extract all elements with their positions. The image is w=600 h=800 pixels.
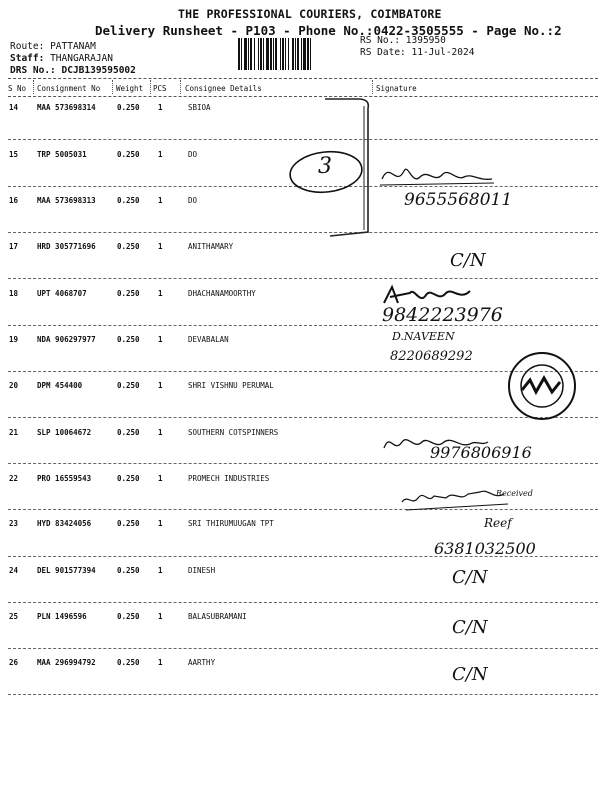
row-weight: 0.250 [117, 289, 140, 298]
company-stamp [506, 350, 578, 422]
row-pcs: 1 [158, 335, 163, 344]
cn-mark-row-24: C/N [452, 567, 488, 588]
row-weight: 0.250 [117, 428, 140, 437]
row-consignee: PROMECH INDUSTRIES [188, 474, 270, 483]
staff-value: THANGARAJAN [50, 53, 113, 64]
row-pcs: 1 [158, 658, 163, 667]
row-weight: 0.250 [117, 612, 140, 621]
row-pcs: 1 [158, 103, 163, 112]
route-value: PATTANAM [50, 41, 96, 52]
phone-row-19: 8220689292 [390, 349, 473, 364]
row-pcs: 1 [158, 381, 163, 390]
row-consignment: PRO 16559543 [37, 474, 92, 483]
row-weight: 0.250 [117, 519, 140, 528]
row-pcs: 1 [158, 242, 163, 251]
row-consignee: DINESH [188, 566, 216, 575]
col-header-signature: Signature [376, 84, 417, 93]
staff-label: Staff: [10, 53, 45, 64]
row-sno: 24 [9, 566, 19, 575]
row-sno: 14 [9, 103, 19, 112]
row-consignee: SOUTHERN COTSPINNERS [188, 428, 279, 437]
runsheet-title: Delivery Runsheet - P103 - Phone No.:0422-3505555 - Page No.:2 [95, 23, 562, 38]
route-line [10, 41, 96, 52]
phone-row-18: 9842223976 [382, 304, 503, 326]
row-consignment: HRD 305771696 [37, 242, 96, 251]
col-header-consignee: Consignee Details [185, 84, 262, 93]
col-divider [180, 80, 181, 94]
row-pcs: 1 [158, 566, 163, 575]
row-sno: 21 [9, 428, 19, 437]
row-consignment: DEL 901577394 [37, 566, 96, 575]
phone-row-16: 9655568011 [404, 190, 513, 210]
row-pcs: 1 [158, 428, 163, 437]
row-weight: 0.250 [117, 150, 140, 159]
row-pcs: 1 [158, 474, 163, 483]
col-header-weight: Weight [116, 84, 144, 93]
row-consignee: DO [188, 196, 198, 205]
row-weight: 0.250 [117, 196, 140, 205]
signature-row-22 [398, 480, 528, 516]
row-consignee: AARTHY [188, 658, 216, 667]
barcode [237, 38, 355, 70]
row-sno: 15 [9, 150, 19, 159]
header-top-rule [8, 78, 598, 79]
cn-mark-row-26: C/N [452, 664, 488, 685]
row-consignee: SHRI VISHNU PERUMAL [188, 381, 274, 390]
rs-no-label: RS No.: [360, 35, 401, 46]
name-row-19: D.NAVEEN [392, 330, 455, 343]
col-header-consignment: Consignment No [37, 84, 101, 93]
row-consignment: DPM 454400 [37, 381, 83, 390]
reef-note: Reef [484, 516, 512, 530]
row-consignee: ANITHAMARY [188, 242, 234, 251]
row-weight: 0.250 [117, 335, 140, 344]
row-sno: 22 [9, 474, 19, 483]
row-consignment: TRP 5005031 [37, 150, 87, 159]
rs-no-value: 1395950 [405, 35, 446, 46]
cn-mark-row-25: C/N [452, 617, 488, 638]
row-consignment: MAA 296994792 [37, 658, 96, 667]
row-consignee: BALASUBRAMANI [188, 612, 247, 621]
col-header-pcs: PCS [153, 84, 167, 93]
row-consignee: SBIOA [188, 103, 211, 112]
drs-line [10, 65, 136, 76]
row-sno: 23 [9, 519, 19, 528]
rs-date-line [360, 47, 474, 58]
col-header-sno: S No [8, 84, 27, 93]
row-separator [8, 602, 598, 603]
row-consignment: MAA 573698313 [37, 196, 96, 205]
row-pcs: 1 [158, 519, 163, 528]
col-divider [372, 80, 373, 94]
row-consignment: HYD 83424056 [37, 519, 92, 528]
staff-line [10, 53, 113, 64]
row-consignment: MAA 573698314 [37, 103, 96, 112]
row-weight: 0.250 [117, 474, 140, 483]
row-consignee: DEVABALAN [188, 335, 229, 344]
col-divider [112, 80, 113, 94]
row-consignment: PLN 1496596 [37, 612, 87, 621]
row-weight: 0.250 [117, 566, 140, 575]
phone-row-21: 9976806916 [430, 443, 532, 462]
row-separator [8, 278, 598, 279]
row-weight: 0.250 [117, 381, 140, 390]
col-divider [33, 80, 34, 94]
row-pcs: 1 [158, 289, 163, 298]
rs-date-value: 11-Jul-2024 [411, 47, 475, 58]
row-sno: 20 [9, 381, 19, 390]
row-separator [8, 463, 598, 464]
company-title: THE PROFESSIONAL COURIERS, COIMBATORE [178, 7, 442, 21]
row-consignee: DO [188, 150, 198, 159]
row-consignment: NDA 906297977 [37, 335, 96, 344]
row-consignee: DHACHANAMOORTHY [188, 289, 256, 298]
row-weight: 0.250 [117, 103, 140, 112]
col-divider [150, 80, 151, 94]
row-consignment: UPT 4068707 [37, 289, 87, 298]
circled-number: 3 [318, 154, 332, 179]
signature-row-15 [378, 157, 498, 193]
row-pcs: 1 [158, 612, 163, 621]
row-sno: 16 [9, 196, 19, 205]
rs-no-line [360, 35, 446, 46]
drs-value: DCJB139595002 [61, 65, 136, 76]
drs-label: DRS No.: [10, 65, 56, 76]
row-pcs: 1 [158, 150, 163, 159]
row-separator [8, 648, 598, 649]
row-weight: 0.250 [117, 658, 140, 667]
row-sno: 17 [9, 242, 19, 251]
received-note: Received [496, 489, 533, 498]
row-consignee: SRI THIRUMUUGAN TPT [188, 519, 274, 528]
phone-row-23: 6381032500 [434, 539, 536, 558]
row-pcs: 1 [158, 196, 163, 205]
row-sno: 26 [9, 658, 19, 667]
cn-mark-row-17: C/N [450, 250, 486, 271]
row-separator [8, 694, 598, 695]
row-consignment: SLP 10064672 [37, 428, 92, 437]
row-sno: 19 [9, 335, 19, 344]
row-sno: 18 [9, 289, 19, 298]
row-weight: 0.250 [117, 242, 140, 251]
row-separator [8, 325, 598, 326]
row-sno: 25 [9, 612, 19, 621]
route-label: Route: [10, 41, 45, 52]
rs-date-label: RS Date: [360, 47, 406, 58]
